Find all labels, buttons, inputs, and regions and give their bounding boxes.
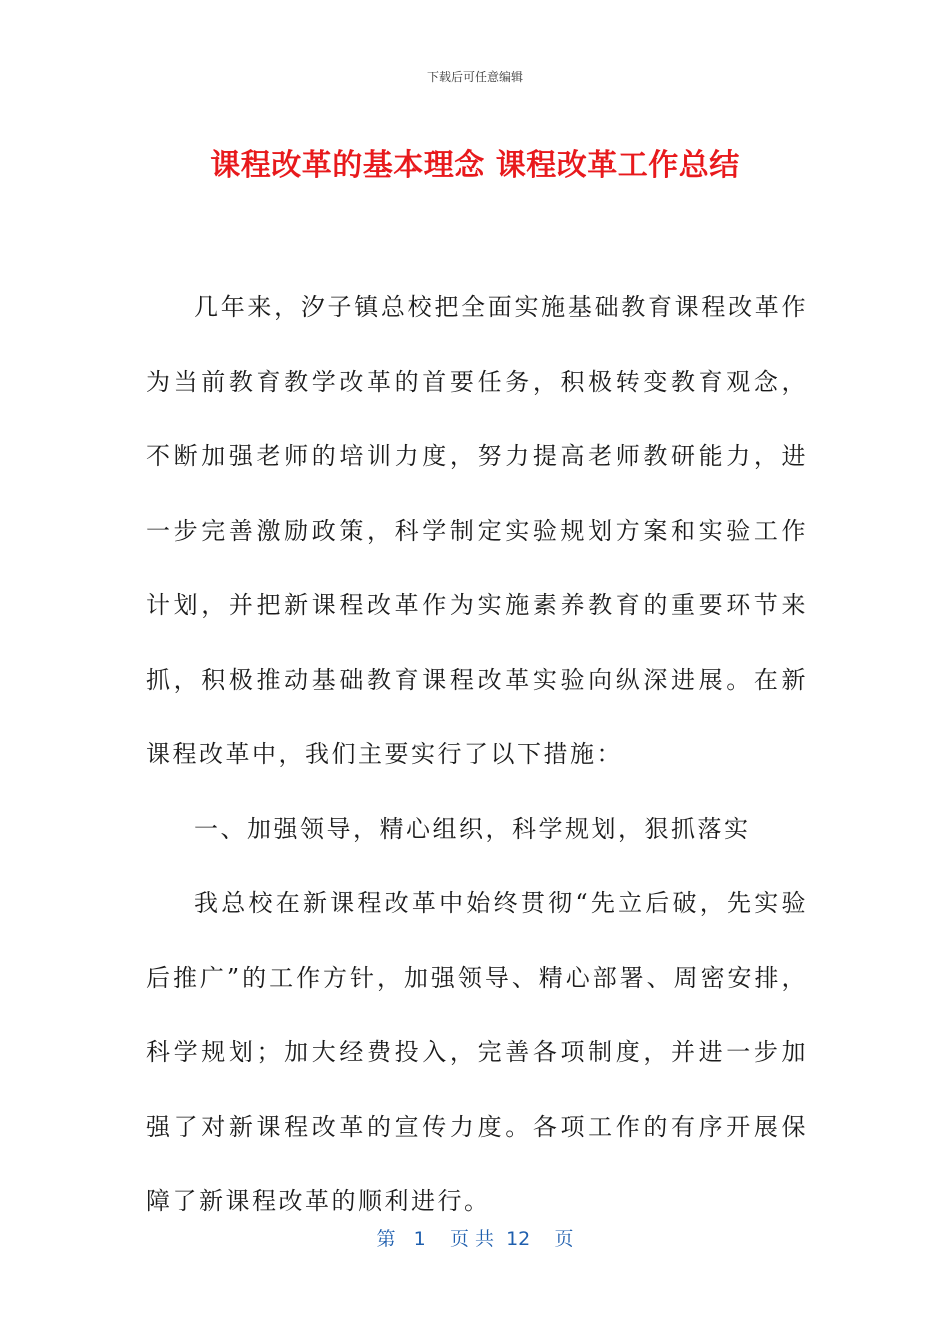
paragraph-intro: 几年来，汐子镇总校把全面实施基础教育课程改革作为当前教育教学改革的首要任务，积极转变教育观念，不断加强老师的培训力度，努力提高老师教研能力，进一步完善激励政策，科学制定实验规划方案和实验工作计划，并把新课程改革作为实施素养教育的重要环节来抓，积极推动基础教育课程改革实验向纵深进展。在新课程改革中，我们主要实行了以下措施： <box>146 293 808 768</box>
footer-current-page: 1 <box>413 1228 426 1250</box>
document-body <box>146 270 808 1239</box>
footer-suffix: 页 <box>554 1228 574 1250</box>
paragraph-heading-1: 一、加强领导，精心组织，科学规划，狠抓落实 <box>194 814 751 843</box>
page-footer <box>0 1224 950 1251</box>
footer-total-pages: 12 <box>506 1228 531 1250</box>
paragraph-section-1: 我总校在新课程改革中始终贯彻“先立后破，先实验后推广”的工作方针，加强领导、精心部署、周密安排，科学规划；加大经费投入，完善各项制度，并进一步加强了对新课程改革的宣传力度。各项工作的有序开展保障了新课程改革的顺利进行。 <box>146 889 808 1215</box>
document-title: 课程改革的基本理念 课程改革工作总结 <box>210 148 740 183</box>
header-note: 下载后可任意编辑 <box>426 70 523 84</box>
footer-prefix: 第 <box>376 1228 396 1250</box>
footer-middle: 页 共 <box>449 1228 494 1250</box>
